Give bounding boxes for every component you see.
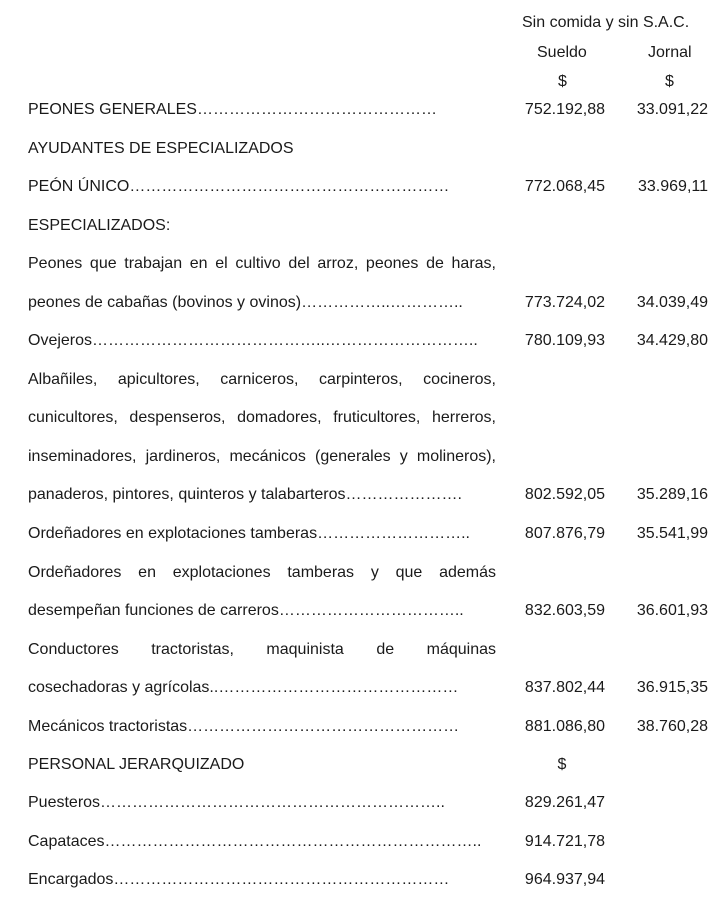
sueldo-value: 832.603,59 (524, 602, 605, 619)
jornal-value: 35.289,16 (636, 486, 708, 503)
row-label: Albañiles, apicultores, carniceros, carpinteros, cocineros, (28, 371, 496, 388)
sueldo-value: 829.261,47 (524, 794, 605, 811)
sueldo-value: 914.721,78 (524, 833, 605, 850)
table-row (0, 639, 726, 661)
table-row (0, 138, 726, 160)
row-label: cosechadoras y agrícolas..……………………………………… (28, 679, 459, 696)
table-row (0, 446, 726, 468)
jornal-value: 33.969,11 (638, 178, 708, 195)
table-row (0, 369, 726, 391)
jornal-value: 36.601,93 (636, 602, 708, 619)
jornal-value: 38.760,28 (636, 718, 708, 735)
jornal-value: 34.429,80 (636, 332, 708, 349)
jornal-value: 35.541,99 (636, 525, 708, 542)
table-row (0, 215, 726, 237)
table-row (0, 484, 726, 506)
section-heading: AYUDANTES DE ESPECIALIZADOS (28, 140, 294, 157)
table-row (0, 99, 726, 121)
table-row (0, 677, 726, 699)
table-row (0, 523, 726, 545)
row-label: desempeñan funciones de carreros…………………………….. (28, 602, 464, 619)
table-row (0, 176, 726, 198)
table-row (0, 869, 726, 891)
row-label: Peones que trabajan en el cultivo del arroz, peones de haras, (28, 255, 496, 272)
table-row (0, 716, 726, 738)
sueldo-value: 837.802,44 (524, 679, 605, 696)
row-label: PEONES GENERALES……………………………………… (28, 101, 437, 118)
row-label: inseminadores, jardineros, mecánicos (generales y molineros), (28, 448, 496, 465)
row-label: cunicultores, despenseros, domadores, fruticultores, herreros, (28, 409, 496, 426)
table-row (0, 253, 726, 275)
row-label: peones de cabañas (bovinos y ovinos)……………..………….. (28, 294, 463, 311)
section-heading: PERSONAL JERARQUIZADO (28, 756, 245, 773)
table-row (0, 792, 726, 814)
sueldo-value: 773.724,02 (524, 294, 605, 311)
table-row (0, 831, 726, 853)
sueldo-value: 752.192,88 (524, 101, 605, 118)
currency-jornal: $ (665, 73, 674, 90)
row-label: Ovejeros……………………………………..……………………….. (28, 332, 478, 349)
row-label: Puesteros……………………………………………………….. (28, 794, 445, 811)
table-row (0, 330, 726, 352)
column-header-jornal: Jornal (648, 44, 692, 61)
sueldo-value: 807.876,79 (524, 525, 605, 542)
currency-sueldo: $ (558, 73, 567, 90)
row-label: PEÓN ÚNICO…………………………………………………… (28, 178, 450, 195)
table-row (0, 292, 726, 314)
row-label: Ordeñadores en explotaciones tamberas y que además (28, 564, 496, 581)
table-row (0, 600, 726, 622)
sueldo-value: 780.109,93 (524, 332, 605, 349)
section-heading: ESPECIALIZADOS: (28, 217, 171, 234)
row-label: Capataces…………………………………………………………….. (28, 833, 482, 850)
column-header-sueldo: Sueldo (537, 44, 587, 61)
row-label: panaderos, pintores, quinteros y talabarteros…………………. (28, 486, 462, 503)
currency-symbol: $ (557, 756, 567, 773)
table-row (0, 754, 726, 776)
table-row (0, 407, 726, 429)
group-title: Sin comida y sin S.A.C. (522, 14, 690, 31)
row-label: Encargados……………………………………………………… (28, 871, 450, 888)
sueldo-value: 964.937,94 (524, 871, 605, 888)
jornal-value: 33.091,22 (636, 101, 708, 118)
row-label: Ordeñadores en explotaciones tamberas……………………….. (28, 525, 470, 542)
table-row (0, 562, 726, 584)
sueldo-value: 772.068,45 (524, 178, 605, 195)
row-label: Conductores tractoristas, maquinista de máquinas (28, 641, 496, 658)
jornal-value: 36.915,35 (636, 679, 708, 696)
sueldo-value: 881.086,80 (524, 718, 605, 735)
row-label: Mecánicos tractoristas…………………………………………… (28, 718, 460, 735)
jornal-value: 34.039,49 (636, 294, 708, 311)
sueldo-value: 802.592,05 (524, 486, 605, 503)
